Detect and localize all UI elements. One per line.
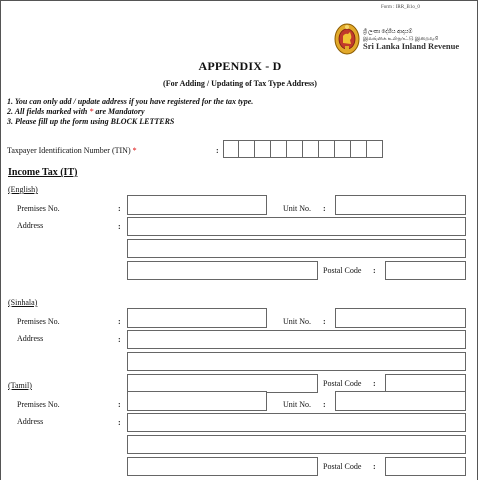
unit-input-sinhala[interactable] bbox=[335, 308, 466, 328]
address-line-2-sinhala[interactable] bbox=[127, 352, 466, 371]
unit-input-english[interactable] bbox=[335, 195, 466, 215]
mandatory-star: * bbox=[89, 107, 94, 116]
form-id: Form : IRR_B1o_0 bbox=[381, 5, 420, 10]
logo-english-text: Sri Lanka Inland Revenue bbox=[363, 40, 460, 51]
address-line-1-tamil[interactable] bbox=[127, 413, 466, 432]
premises-colon-tamil: : bbox=[118, 400, 121, 409]
instructions-list bbox=[7, 97, 253, 127]
address-label-english: Address bbox=[17, 221, 44, 230]
premises-label-sinhala: Premises No. bbox=[17, 317, 60, 326]
tin-input-group bbox=[223, 140, 383, 158]
ird-logo bbox=[334, 22, 459, 56]
premises-colon-english: : bbox=[118, 204, 121, 213]
tin-digit-box[interactable] bbox=[303, 140, 319, 158]
premises-input-tamil[interactable] bbox=[127, 391, 267, 411]
tin-label bbox=[7, 146, 137, 155]
tin-mandatory-star: * bbox=[132, 146, 137, 155]
section-title-income-tax: Income Tax (IT) bbox=[8, 167, 78, 178]
address-line-3-tamil[interactable] bbox=[127, 457, 318, 476]
address-line-1-sinhala[interactable] bbox=[127, 330, 466, 349]
logo-tamil-text: இலங்கை உள்நாட்டு இறைவரி bbox=[363, 35, 439, 42]
address-line-2-tamil[interactable] bbox=[127, 435, 466, 454]
address-line-3-english[interactable] bbox=[127, 261, 318, 280]
instruction-2-text: 2. All fields marked with bbox=[7, 107, 90, 116]
address-label-sinhala: Address bbox=[17, 334, 44, 343]
tin-digit-box[interactable] bbox=[255, 140, 271, 158]
language-heading-english: (English) bbox=[8, 185, 38, 194]
postal-colon-tamil: : bbox=[373, 462, 376, 471]
national-emblem-icon bbox=[334, 22, 360, 56]
postal-code-label-sinhala: Postal Code bbox=[323, 379, 362, 388]
tin-digit-box[interactable] bbox=[335, 140, 351, 158]
language-heading-tamil: (Tamil) bbox=[8, 381, 32, 390]
premises-input-sinhala[interactable] bbox=[127, 308, 267, 328]
tin-digit-box[interactable] bbox=[271, 140, 287, 158]
page-title: APPENDIX - D bbox=[198, 59, 282, 73]
tin-digit-box[interactable] bbox=[351, 140, 367, 158]
instruction-3: 3. Please fill up the form using BLOCK LETTERS bbox=[7, 117, 175, 126]
postal-colon-english: : bbox=[373, 266, 376, 275]
premises-label-english: Premises No. bbox=[17, 204, 60, 213]
postal-code-input-english[interactable] bbox=[385, 261, 466, 280]
unit-colon-english: : bbox=[323, 204, 326, 213]
unit-input-tamil[interactable] bbox=[335, 391, 466, 411]
postal-code-input-tamil[interactable] bbox=[385, 457, 466, 476]
instruction-1: 1. You can only add / update address if you have registered for the tax type. bbox=[7, 97, 254, 106]
tin-digit-box[interactable] bbox=[287, 140, 303, 158]
premises-input-english[interactable] bbox=[127, 195, 267, 215]
address-line-2-english[interactable] bbox=[127, 239, 466, 258]
address-colon-english: : bbox=[118, 222, 121, 231]
tin-digit-box[interactable] bbox=[239, 140, 255, 158]
postal-colon-sinhala: : bbox=[373, 379, 376, 388]
tin-digit-box[interactable] bbox=[319, 140, 335, 158]
address-colon-sinhala: : bbox=[118, 335, 121, 344]
tin-label-text: Taxpayer Identification Number (TIN) bbox=[7, 146, 131, 155]
premises-label-tamil: Premises No. bbox=[17, 400, 60, 409]
address-label-tamil: Address bbox=[17, 417, 44, 426]
language-heading-sinhala: (Sinhala) bbox=[8, 298, 38, 307]
instruction-2 bbox=[7, 107, 253, 117]
unit-label-tamil: Unit No. bbox=[283, 400, 311, 409]
premises-colon-sinhala: : bbox=[118, 317, 121, 326]
logo-sinhala-text: ශ්‍රී ලංකා දේශීය ආදායම් bbox=[363, 28, 413, 35]
unit-colon-sinhala: : bbox=[323, 317, 326, 326]
tin-digit-box[interactable] bbox=[223, 140, 239, 158]
unit-colon-tamil: : bbox=[323, 400, 326, 409]
address-line-1-english[interactable] bbox=[127, 217, 466, 236]
page-subtitle: (For Adding / Updating of Tax Type Address) bbox=[163, 79, 317, 88]
address-colon-tamil: : bbox=[118, 418, 121, 427]
postal-code-label-tamil: Postal Code bbox=[323, 462, 362, 471]
unit-label-sinhala: Unit No. bbox=[283, 317, 311, 326]
tin-colon: : bbox=[216, 146, 219, 155]
postal-code-label-english: Postal Code bbox=[323, 266, 362, 275]
instruction-2-text-end: are Mandatory bbox=[93, 107, 145, 116]
tin-digit-box[interactable] bbox=[367, 140, 383, 158]
unit-label-english: Unit No. bbox=[283, 204, 311, 213]
